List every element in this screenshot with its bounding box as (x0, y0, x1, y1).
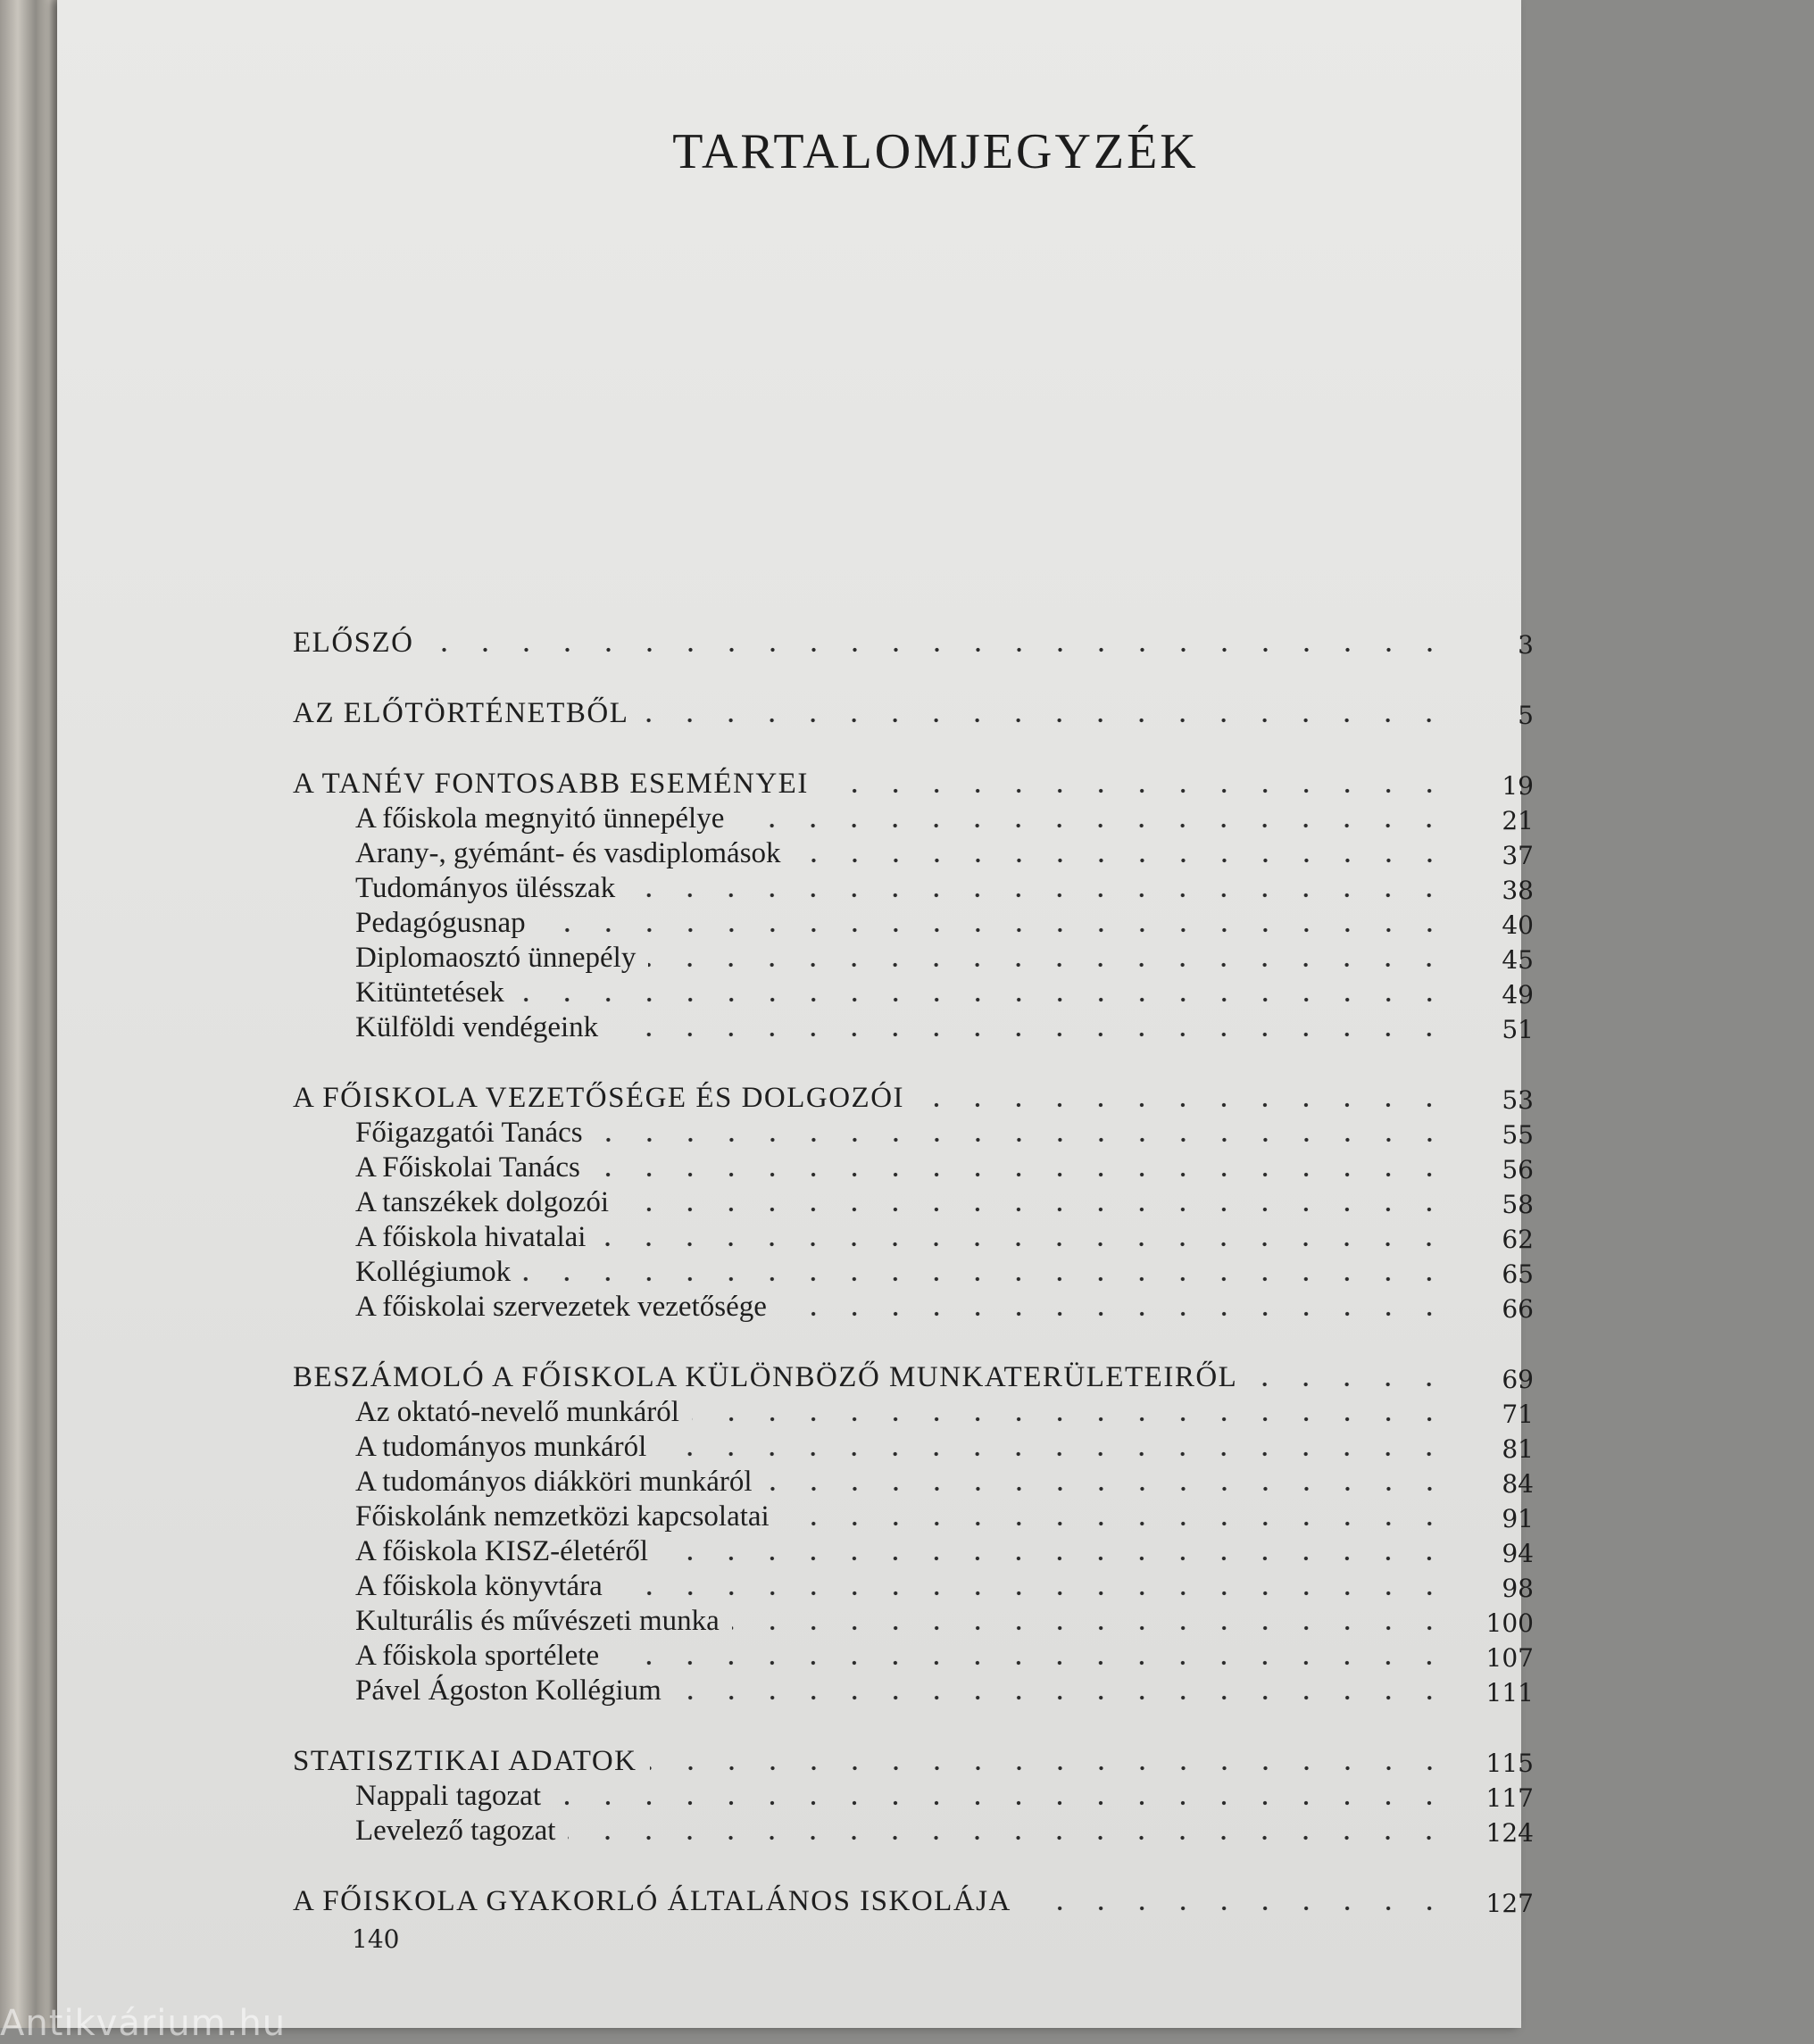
toc-entry-page: 3 (1518, 630, 1534, 660)
page-title: TARTALOMJEGYZÉK (672, 124, 1199, 179)
toc-entry-label: A főiskola könyvtára (355, 1570, 603, 1602)
toc-sub-entry (293, 940, 1534, 975)
toc-sub-entry (293, 1394, 1534, 1429)
toc-sub-entry (293, 1499, 1534, 1533)
toc-entry-label: A főiskola sportélete (355, 1640, 600, 1672)
toc-entry-page: 84 (1502, 1469, 1534, 1499)
dot-leader (628, 891, 1450, 900)
toc-entry-page: 45 (1502, 945, 1534, 975)
toc-sub-entry (293, 1603, 1534, 1638)
toc-entry-label: A Főiskolai Tanács (355, 1151, 580, 1184)
toc-entry-label: A FŐISKOLA GYAKORLÓ ÁLTALÁNOS ISKOLÁJA (293, 1885, 1011, 1917)
toc-entry-label: A tudományos munkáról (355, 1431, 647, 1463)
dot-leader (782, 1519, 1450, 1528)
watermark: Antikvárium.hu (0, 2003, 287, 2044)
toc-entry-label: Külföldi vendégeink (355, 1011, 599, 1043)
toc-sub-entry (293, 801, 1534, 835)
toc-entry-label: A FŐISKOLA VEZETŐSÉGE ÉS DOLGOZÓI (293, 1082, 905, 1114)
toc-sub-entry (293, 1429, 1534, 1464)
toc-entry-page: 56 (1502, 1155, 1534, 1184)
toc-entry-page: 100 (1485, 1608, 1534, 1638)
dot-leader (538, 926, 1450, 935)
toc-entry-page: 69 (1502, 1365, 1534, 1394)
toc-entry-page: 115 (1485, 1749, 1534, 1778)
toc-entry-label: A tanszékek dolgozói (355, 1186, 610, 1218)
dot-leader (641, 716, 1450, 725)
toc-entry-page: 53 (1502, 1085, 1534, 1115)
toc-sub-entry (293, 1150, 1534, 1184)
dot-leader (917, 1101, 1450, 1109)
toc-entry-page: 62 (1502, 1225, 1534, 1254)
toc-entry-page: 94 (1502, 1539, 1534, 1568)
toc-sub-entry (293, 1673, 1534, 1707)
toc-sub-entry (293, 835, 1534, 870)
toc-entry-label: Kulturális és művészeti munka (355, 1605, 720, 1637)
book-page (57, 0, 1534, 2028)
toc-sub-entry (293, 1184, 1534, 1219)
dot-leader (568, 1833, 1450, 1842)
toc-sub-entry (293, 1289, 1534, 1324)
dot-leader (779, 1309, 1450, 1318)
dot-leader (615, 1589, 1450, 1598)
toc-sub-entry (293, 1254, 1534, 1289)
toc-entry-label: Az oktató-nevelő munkáról (355, 1396, 679, 1428)
dot-leader (593, 1170, 1450, 1179)
toc-entry-page: 71 (1502, 1400, 1534, 1429)
toc-entry-page: 111 (1485, 1678, 1534, 1707)
dot-leader (674, 1693, 1450, 1702)
toc-entry-label: Főigazgatói Tanács (355, 1117, 583, 1149)
toc-entry-label: A tudományos diákköri munkáról (355, 1466, 753, 1498)
dot-leader (659, 1450, 1450, 1458)
toc-entry-page: 38 (1502, 876, 1534, 905)
toc-section-entry (293, 1359, 1534, 1394)
dot-leader (621, 1205, 1450, 1214)
toc-entry-label: STATISZTIKAI ADATOK (293, 1745, 637, 1777)
toc-section-entry (293, 1743, 1534, 1778)
toc-section-entry (293, 625, 1534, 660)
toc-sub-entry (293, 1533, 1534, 1568)
toc-entry-page: 51 (1502, 1015, 1534, 1044)
dot-leader (523, 1275, 1450, 1284)
toc-sub-entry (293, 1638, 1534, 1673)
dot-leader (1250, 1380, 1450, 1389)
toc-entry-label: Arany-, gyémánt- és vasdiplomások (355, 837, 781, 869)
toc-entry-label: Kollégiumok (355, 1256, 512, 1288)
toc-entry-label: Kitüntetések (355, 976, 504, 1009)
toc-section-entry (293, 695, 1534, 730)
toc-entry-page: 37 (1502, 841, 1534, 870)
toc-entry-page: 124 (1485, 1818, 1534, 1848)
page-number: 140 (352, 1924, 400, 1954)
dot-leader (648, 960, 1450, 969)
dot-leader (427, 645, 1451, 654)
dot-leader (692, 1415, 1450, 1424)
toc-sub-entry (293, 1115, 1534, 1150)
toc-entry-label: A főiskolai szervezetek vezetősége (355, 1291, 767, 1323)
dot-leader (765, 1484, 1450, 1493)
toc-entry-page: 55 (1502, 1120, 1534, 1150)
toc-sub-entry (293, 1464, 1534, 1499)
toc-entry-page: 81 (1502, 1434, 1534, 1464)
toc-entry-label: A főiskola hivatalai (355, 1221, 587, 1253)
toc-entry-label: Főiskolánk nemzetközi kapcsolatai (355, 1500, 770, 1533)
toc-entry-label: ELŐSZÓ (293, 627, 414, 659)
toc-entry-label: Levelező tagozat (355, 1815, 556, 1847)
toc-sub-entry (293, 1568, 1534, 1603)
toc-entry-page: 49 (1502, 980, 1534, 1010)
toc-entry-page: 40 (1502, 910, 1534, 940)
toc-entry-page: 65 (1502, 1259, 1534, 1289)
toc-entry-label: BESZÁMOLÓ A FŐISKOLA KÜLÖNBÖZŐ MUNKATERÜLETEIRŐL (293, 1361, 1238, 1393)
toc-entry-label: Tudományos ülésszak (355, 872, 616, 904)
toc-sub-entry (293, 905, 1534, 940)
toc-entry-page: 19 (1502, 771, 1534, 801)
dot-leader (732, 1624, 1450, 1633)
dot-leader (794, 856, 1450, 865)
dot-leader (821, 786, 1450, 795)
toc-entry-page: 5 (1518, 701, 1534, 730)
toc-entry-label: Nappali tagozat (355, 1780, 541, 1812)
toc-entry-label: Pedagógusnap (355, 907, 526, 939)
toc-entry-label: Diplomaosztó ünnepély (355, 942, 637, 974)
dot-leader (611, 1030, 1450, 1039)
toc-entry-page: 127 (1485, 1889, 1534, 1918)
toc-section-entry (293, 766, 1534, 801)
toc-section-entry (293, 1883, 1534, 1918)
dot-leader (517, 995, 1450, 1004)
toc-sub-entry (293, 1813, 1534, 1848)
dot-leader (598, 1240, 1450, 1249)
table-of-contents (293, 625, 1534, 1918)
toc-entry-page: 58 (1502, 1190, 1534, 1219)
toc-sub-entry (293, 1219, 1534, 1254)
toc-entry-label: A TANÉV FONTOSABB ESEMÉNYEI (293, 768, 809, 800)
dot-leader (1024, 1904, 1450, 1913)
dot-leader (650, 1764, 1451, 1773)
dot-leader (595, 1135, 1450, 1144)
toc-entry-page: 21 (1502, 806, 1534, 835)
dot-leader (612, 1658, 1450, 1667)
toc-entry-label: A főiskola megnyitó ünnepélye (355, 802, 725, 835)
toc-entry-page: 91 (1502, 1504, 1534, 1533)
toc-entry-label: Pável Ágoston Kollégium (355, 1674, 662, 1707)
toc-entry-page: 117 (1485, 1783, 1534, 1813)
toc-entry-page: 66 (1502, 1294, 1534, 1324)
toc-entry-page: 98 (1502, 1574, 1534, 1603)
toc-entry-label: AZ ELŐTÖRTÉNETBŐL (293, 697, 629, 729)
toc-sub-entry (293, 870, 1534, 905)
toc-sub-entry (293, 1778, 1534, 1813)
toc-sub-entry (293, 975, 1534, 1010)
toc-entry-page: 107 (1485, 1643, 1534, 1673)
dot-leader (736, 821, 1450, 830)
dot-leader (661, 1554, 1450, 1563)
dot-leader (553, 1799, 1450, 1807)
toc-sub-entry (293, 1010, 1534, 1044)
toc-entry-label: A főiskola KISZ-életéről (355, 1535, 649, 1567)
toc-section-entry (293, 1080, 1534, 1115)
